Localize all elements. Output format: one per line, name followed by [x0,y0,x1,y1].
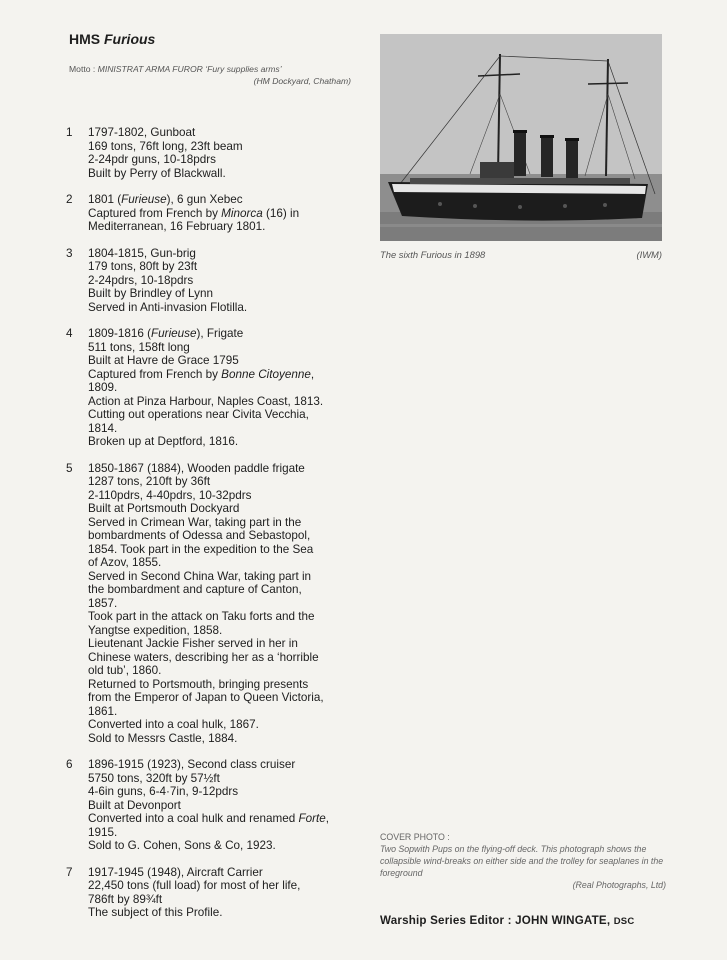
series-editor [380,914,634,927]
motto [69,63,351,87]
entry-line: Served in Crimean War, taking part in the [88,515,302,529]
entry-line: 786ft by 89¾ft [88,892,163,906]
motto-text: MINISTRAT ARMA FUROR ‘Fury supplies arms’ [97,64,282,74]
entry-number: 7 [66,865,73,879]
entry-body [88,866,356,920]
entry-body [88,758,356,853]
entry-line: Served in Anti-invasion Flotilla. [88,300,248,314]
motto-source: (HM Dockyard, Chatham) [253,76,351,86]
entry-line: 1861. [88,704,118,718]
entry-line: Converted into a coal hulk, 1867. [88,718,259,731]
title-ship-name: Furious [104,31,156,47]
entry-line: the bombardment and capture of Canton, [88,583,302,596]
entry-number: 4 [66,327,73,340]
entry-line: 4-6in guns, 6-4·7in, 9-12pdrs [88,785,239,798]
entry-line: Cutting out operations near Civita Vecchia, [88,408,309,421]
entry-line: Served in Second China War, taking part in [88,569,312,583]
list-item [66,247,356,315]
photo-caption-text: The sixth Furious in 1898 [380,249,486,260]
entry-line: 1857. [88,596,118,610]
entry-line: 22,450 tons (full load) for most of her life, [88,879,301,892]
entry-number: 6 [66,758,73,771]
entry-line: 1809-1816 (Furieuse), Frigate [88,327,244,340]
cover-photo-note [380,831,666,891]
entry-body [88,327,356,449]
entry-line: 1804-1815, Gun-brig [88,246,196,260]
entry-line: Captured from French by Minorca (16) in [88,206,300,220]
entry-number: 3 [66,246,73,260]
entry-line: Built at Devonport [88,798,181,812]
entry-number: 5 [66,461,73,475]
entry-line: Built by Brindley of Lynn [88,287,213,300]
cruiser-illustration [380,34,662,241]
entry-body [88,193,356,234]
entry-line: 179 tons, 80ft by 23ft [88,260,198,273]
entry-line: from the Emperor of Japan to Queen Victoria, [88,691,324,704]
entry-line: 5750 tons, 320ft by 57½ft [88,771,220,785]
entry-line: 1814. [88,421,118,435]
entry-line: Built at Havre de Grace 1795 [88,354,239,367]
entry-line: 511 tons, 158ft long [88,340,190,354]
entry-line: 1801 (Furieuse), 6 gun Xebec [88,193,243,206]
entry-line: Captured from French by Bonne Citoyenne, [88,367,315,381]
entry-line: Chinese waters, describing her as a ‘horrible [88,650,319,664]
entry-line: Action at Pinza Harbour, Naples Coast, 1813. [88,394,324,408]
entry-body [88,126,356,180]
entry-line: Mediterranean, 16 February 1801. [88,220,266,233]
entry-line: of Azov, 1855. [88,556,162,569]
entry-line: 1915. [88,825,118,839]
entry-number: 2 [66,193,73,206]
entry-body [88,462,356,746]
entry-line: 2-24pdr guns, 10-18pdrs [88,153,216,166]
entry-line: 1797-1802, Gunboat [88,126,196,139]
entry-line: Sold to G. Cohen, Sons & Co, 1923. [88,839,276,852]
entry-line: Returned to Portsmouth, bringing presents [88,677,309,691]
title-prefix: HMS [69,31,104,47]
entry-line: Built at Portsmouth Dockyard [88,502,240,515]
cover-photo-text: Two Sopwith Pups on the flying-off deck. This photograph shows the collapsible wind-breaks on either side and the trolley for seaplanes in the foreground [380,844,664,878]
cover-photo-label: COVER PHOTO : [380,832,450,842]
list-item [66,462,356,746]
entry-line: 1287 tons, 210ft by 36ft [88,475,211,488]
list-item [66,126,356,180]
entry-line: 1917-1945 (1948), Aircraft Carrier [88,865,263,879]
list-item [66,193,356,234]
series-editor-dsc: DSC [613,916,635,927]
entry-line: 1896-1915 (1923), Second class cruiser [88,758,296,771]
entry-line: 1809. [88,381,118,394]
ship-photo [380,34,662,241]
entry-line: Broken up at Deptford, 1816. [88,435,239,448]
entry-body [88,247,356,315]
entry-line: 1854. Took part in the expedition to the Sea [88,542,314,556]
photo-caption [380,249,662,260]
cover-photo-credit: (Real Photographs, Ltd) [572,880,666,890]
series-editor-text: Warship Series Editor : JOHN WINGATE, [380,914,614,927]
list-item [66,758,356,853]
entry-line: Took part in the attack on Taku forts and the [88,610,315,623]
motto-label: Motto : [69,64,98,74]
entry-line: Converted into a coal hulk and renamed Forte, [88,812,330,825]
entry-line: Yangtse expedition, 1858. [88,623,223,637]
page-title [69,31,155,47]
photo-credit: (IWM) [636,249,662,260]
entry-line: The subject of this Profile. [88,906,223,919]
entry-line: 2-110pdrs, 4-40pdrs, 10-32pdrs [88,488,252,502]
entry-line: Lieutenant Jackie Fisher served in her in [88,637,298,650]
entry-line: 1850-1867 (1884), Wooden paddle frigate [88,461,305,475]
entry-line: Built by Perry of Blackwall. [88,166,226,180]
list-item [66,866,356,920]
entry-line: 2-24pdrs, 10-18pdrs [88,273,194,287]
entry-line: old tub’, 1860. [88,664,162,677]
list-item [66,327,356,449]
entry-line: Sold to Messrs Castle, 1884. [88,731,238,745]
ship-history-list [66,126,356,933]
entry-number: 1 [66,126,73,139]
entry-line: 169 tons, 76ft long, 23ft beam [88,139,243,153]
entry-line: bombardments of Odessa and Sebastopol, [88,529,311,542]
